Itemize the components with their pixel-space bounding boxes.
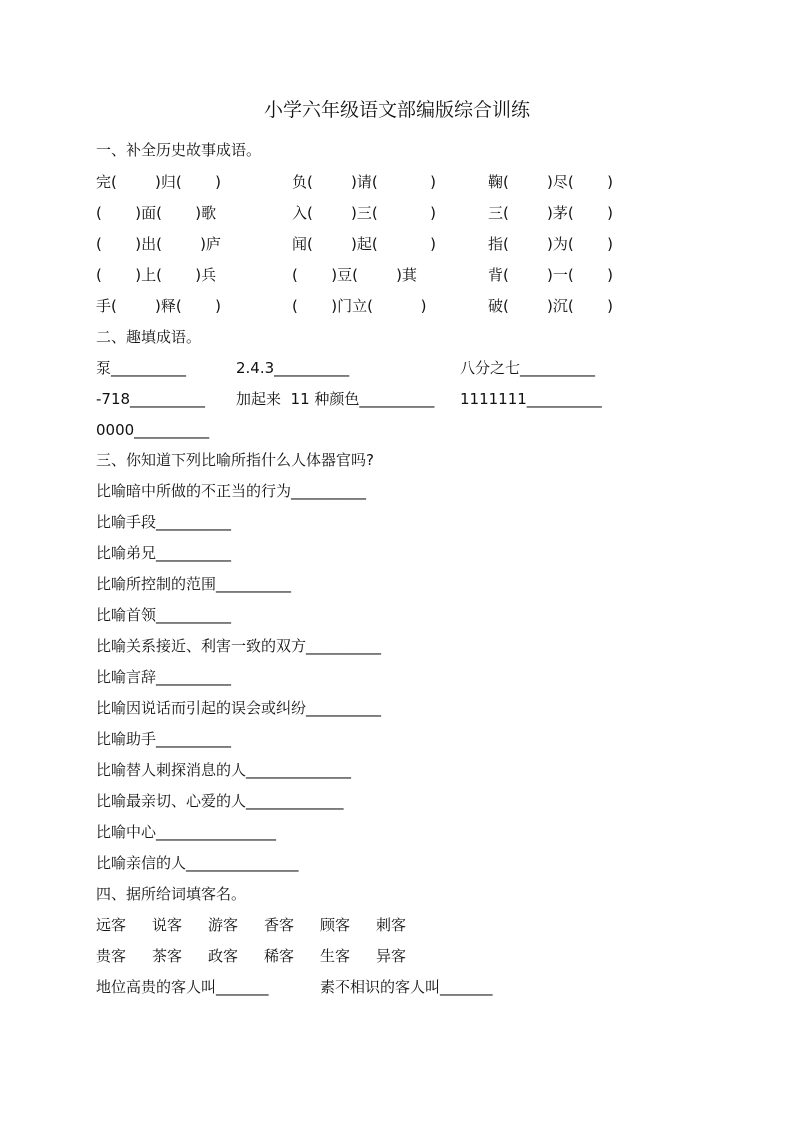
idiom-cell: 三( )茅( )	[488, 204, 613, 222]
metaphor-question: 比喻亲信的人_______________	[96, 854, 299, 872]
word-option: 说客	[152, 916, 183, 934]
metaphor-question: 比喻手段__________	[96, 513, 232, 531]
idiom-cell: ( )上( )兵	[96, 266, 217, 284]
fill-question: 素不相识的客人叫_______	[320, 978, 493, 996]
metaphor-question: 比喻因说话而引起的误会或纠纷__________	[96, 699, 382, 717]
riddle-cell: 0000__________	[96, 421, 210, 439]
word-option: 游客	[208, 916, 239, 934]
idiom-cell: ( )面( )歌	[96, 204, 217, 222]
idiom-cell: 完( )归( )	[96, 173, 221, 191]
metaphor-question: 比喻替人刺探消息的人______________	[96, 761, 352, 779]
word-option: 生客	[320, 947, 351, 965]
idiom-cell: 负( )请( )	[292, 173, 437, 191]
idiom-cell: 鞠( )尽( )	[488, 173, 613, 191]
word-option: 政客	[208, 947, 239, 965]
fill-question: 地位高贵的客人叫_______	[96, 978, 269, 996]
metaphor-question: 比喻助手__________	[96, 730, 232, 748]
idiom-cell: 手( )释( )	[96, 297, 221, 315]
metaphor-question: 比喻所控制的范围__________	[96, 575, 292, 593]
section2-heading: 二、趣填成语。	[96, 328, 202, 346]
idiom-cell: 闻( )起( )	[292, 235, 437, 253]
idiom-cell: 背( )一( )	[488, 266, 613, 284]
idiom-cell: ( )出( )庐	[96, 235, 221, 253]
idiom-cell: 入( )三( )	[292, 204, 437, 222]
riddle-cell: 加起来 11 种颜色__________	[236, 390, 435, 408]
idiom-cell: 指( )为( )	[488, 235, 613, 253]
metaphor-question: 比喻最亲切、心爱的人_____________	[96, 792, 344, 810]
word-option: 茶客	[152, 947, 183, 965]
idiom-cell: ( )门立( )	[292, 297, 427, 315]
metaphor-question: 比喻暗中所做的不正当的行为__________	[96, 482, 367, 500]
word-option: 顾客	[320, 916, 351, 934]
metaphor-question: 比喻首领__________	[96, 606, 232, 624]
word-option: 稀客	[264, 947, 295, 965]
word-option: 刺客	[376, 916, 407, 934]
section3-heading: 三、你知道下列比喻所指什么人体器官吗?	[96, 451, 374, 469]
metaphor-question: 比喻关系接近、利害一致的双方__________	[96, 637, 382, 655]
riddle-cell: 八分之七__________	[460, 359, 596, 377]
word-option: 远客	[96, 916, 127, 934]
idiom-cell: 破( )沉( )	[488, 297, 613, 315]
section1-heading: 一、补全历史故事成语。	[96, 141, 262, 159]
metaphor-question: 比喻中心________________	[96, 823, 277, 841]
word-option: 贵客	[96, 947, 127, 965]
word-option: 香客	[264, 916, 295, 934]
riddle-cell: 1111111__________	[460, 390, 602, 408]
idiom-cell: ( )豆( )萁	[292, 266, 417, 284]
metaphor-question: 比喻弟兄__________	[96, 544, 232, 562]
riddle-cell: 2.4.3__________	[236, 359, 350, 377]
section4-heading: 四、据所给词填客名。	[96, 885, 247, 903]
page-title: 小学六年级语文部编版综合训练	[263, 99, 530, 121]
riddle-cell: 泵__________	[96, 359, 187, 377]
riddle-cell: -718__________	[96, 390, 206, 408]
metaphor-question: 比喻言辞__________	[96, 668, 232, 686]
word-option: 异客	[376, 947, 407, 965]
